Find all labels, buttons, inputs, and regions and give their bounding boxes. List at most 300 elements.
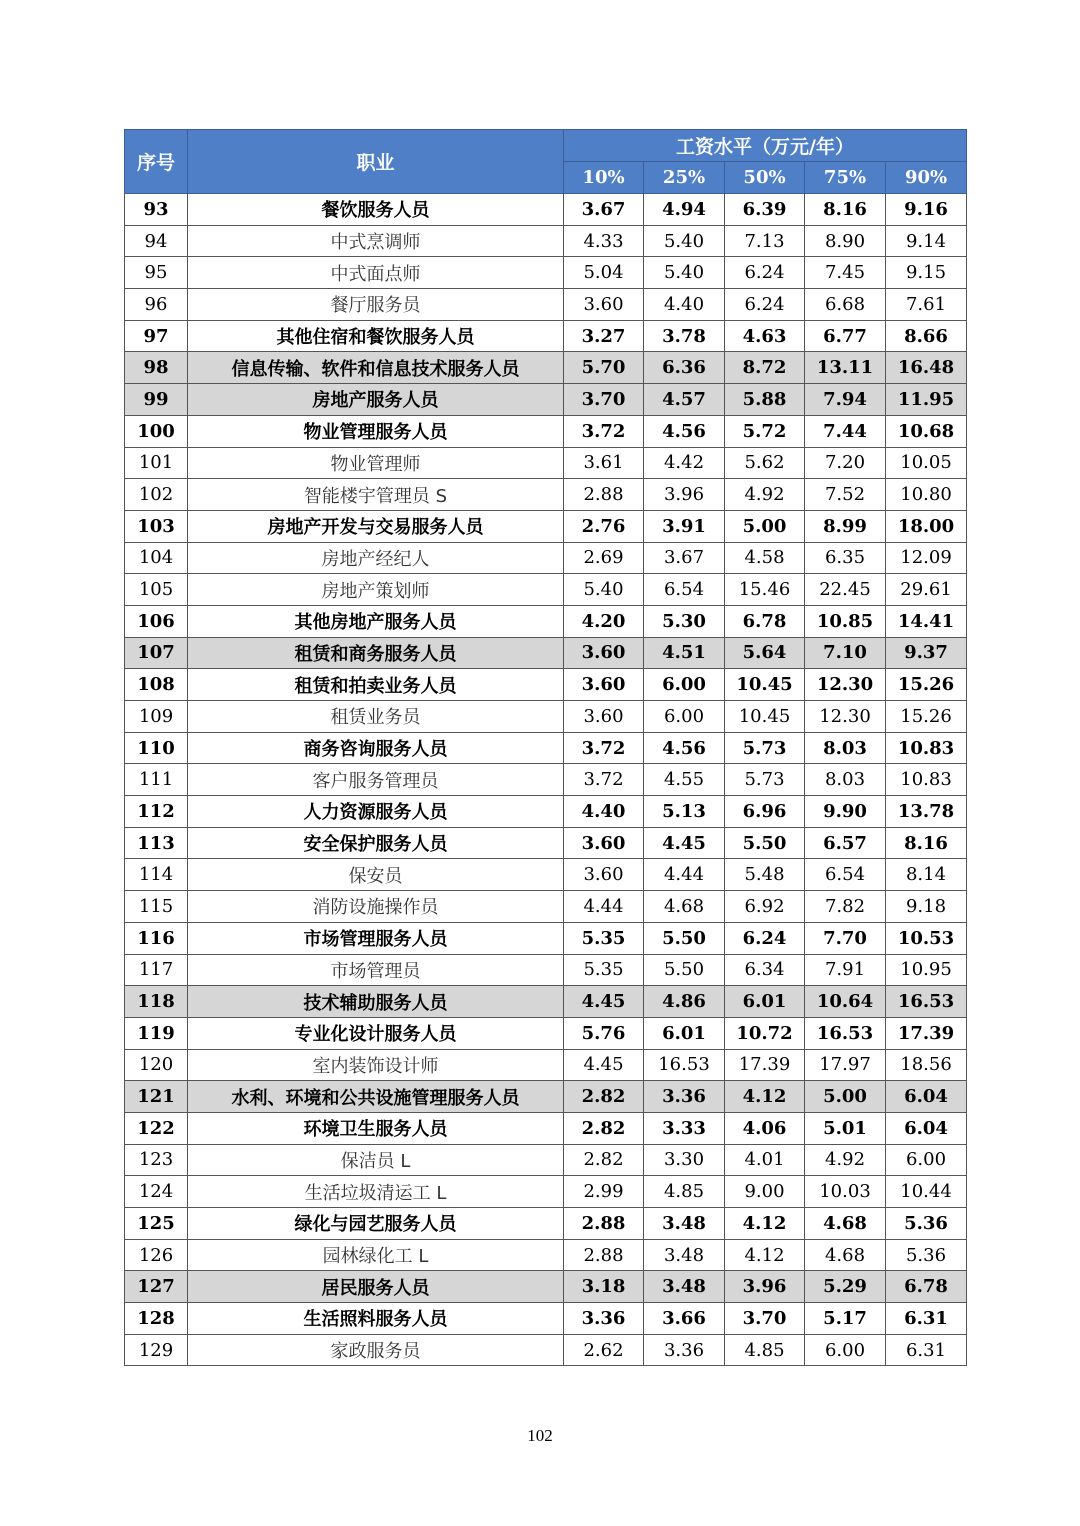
row-occupation: 生活照料服务人员 — [188, 1303, 564, 1335]
row-wage-p10: 3.18 — [564, 1271, 644, 1303]
row-wage-p25: 4.85 — [644, 1176, 725, 1208]
row-wage-p90: 10.80 — [886, 479, 967, 511]
row-seq: 105 — [125, 574, 188, 606]
table-row — [125, 289, 967, 321]
row-seq: 116 — [125, 922, 188, 954]
row-wage-p10: 3.72 — [564, 732, 644, 764]
row-wage-p10: 3.36 — [564, 1303, 644, 1335]
wage-table — [124, 129, 967, 1366]
row-wage-p10: 2.76 — [564, 510, 644, 542]
table-row — [125, 1303, 967, 1335]
table-row — [125, 257, 967, 289]
row-wage-p50: 6.39 — [725, 194, 805, 226]
row-wage-p90: 9.18 — [886, 891, 967, 923]
row-occupation: 保洁员 L — [188, 1144, 564, 1176]
row-wage-p50: 6.24 — [725, 257, 805, 289]
row-wage-p50: 5.00 — [725, 510, 805, 542]
table-row — [125, 574, 967, 606]
row-wage-p50: 9.00 — [725, 1176, 805, 1208]
row-wage-p10: 3.70 — [564, 384, 644, 416]
row-seq: 108 — [125, 669, 188, 701]
row-wage-p25: 4.51 — [644, 637, 725, 669]
row-wage-p90: 16.53 — [886, 986, 967, 1018]
row-wage-p10: 5.04 — [564, 257, 644, 289]
row-wage-p10: 3.72 — [564, 764, 644, 796]
row-wage-p25: 3.91 — [644, 510, 725, 542]
table-row — [125, 1334, 967, 1366]
row-occupation: 园林绿化工 L — [188, 1239, 564, 1271]
row-wage-p50: 3.70 — [725, 1303, 805, 1335]
row-wage-p10: 2.99 — [564, 1176, 644, 1208]
table-row — [125, 542, 967, 574]
row-wage-p90: 12.09 — [886, 542, 967, 574]
row-wage-p10: 4.40 — [564, 796, 644, 828]
row-wage-p50: 4.01 — [725, 1144, 805, 1176]
header-p25: 25% — [644, 162, 725, 194]
row-occupation: 房地产经纪人 — [188, 542, 564, 574]
row-seq: 101 — [125, 447, 188, 479]
row-wage-p25: 4.42 — [644, 447, 725, 479]
row-wage-p50: 4.12 — [725, 1239, 805, 1271]
row-wage-p10: 4.44 — [564, 891, 644, 923]
row-wage-p10: 3.67 — [564, 194, 644, 226]
row-wage-p75: 9.90 — [805, 796, 886, 828]
row-wage-p90: 6.00 — [886, 1144, 967, 1176]
row-wage-p75: 5.29 — [805, 1271, 886, 1303]
row-wage-p10: 2.69 — [564, 542, 644, 574]
row-occupation: 家政服务员 — [188, 1334, 564, 1366]
row-seq: 126 — [125, 1239, 188, 1271]
row-wage-p50: 6.34 — [725, 954, 805, 986]
row-wage-p10: 4.33 — [564, 225, 644, 257]
row-seq: 117 — [125, 954, 188, 986]
row-seq: 113 — [125, 827, 188, 859]
header-p10: 10% — [564, 162, 644, 194]
row-wage-p75: 8.03 — [805, 732, 886, 764]
table-row — [125, 1112, 967, 1144]
header-p90: 90% — [886, 162, 967, 194]
row-wage-p90: 6.04 — [886, 1112, 967, 1144]
row-occupation: 租赁和商务服务人员 — [188, 637, 564, 669]
row-wage-p25: 4.86 — [644, 986, 725, 1018]
row-seq: 110 — [125, 732, 188, 764]
row-wage-p10: 3.60 — [564, 701, 644, 733]
row-occupation: 中式面点师 — [188, 257, 564, 289]
row-wage-p90: 10.53 — [886, 922, 967, 954]
row-occupation: 人力资源服务人员 — [188, 796, 564, 828]
row-wage-p90: 15.26 — [886, 669, 967, 701]
row-occupation: 保安员 — [188, 859, 564, 891]
row-wage-p75: 7.44 — [805, 415, 886, 447]
row-wage-p25: 4.45 — [644, 827, 725, 859]
row-wage-p25: 4.68 — [644, 891, 725, 923]
row-wage-p90: 8.14 — [886, 859, 967, 891]
table-row — [125, 1049, 967, 1081]
row-wage-p10: 2.88 — [564, 479, 644, 511]
row-wage-p90: 9.16 — [886, 194, 967, 226]
row-seq: 95 — [125, 257, 188, 289]
row-occupation: 租赁业务员 — [188, 701, 564, 733]
row-seq: 100 — [125, 415, 188, 447]
row-wage-p50: 10.45 — [725, 669, 805, 701]
table-row — [125, 954, 967, 986]
row-wage-p75: 6.00 — [805, 1334, 886, 1366]
table-header — [125, 130, 967, 194]
row-wage-p50: 3.96 — [725, 1271, 805, 1303]
row-wage-p75: 7.10 — [805, 637, 886, 669]
table-body — [125, 194, 967, 1366]
row-wage-p90: 10.68 — [886, 415, 967, 447]
row-wage-p25: 3.67 — [644, 542, 725, 574]
table-row — [125, 320, 967, 352]
row-wage-p75: 6.77 — [805, 320, 886, 352]
row-wage-p50: 5.64 — [725, 637, 805, 669]
row-occupation: 房地产策划师 — [188, 574, 564, 606]
row-wage-p75: 12.30 — [805, 701, 886, 733]
row-occupation: 安全保护服务人员 — [188, 827, 564, 859]
table-row — [125, 605, 967, 637]
row-wage-p90: 13.78 — [886, 796, 967, 828]
row-seq: 119 — [125, 1017, 188, 1049]
row-occupation: 物业管理服务人员 — [188, 415, 564, 447]
row-wage-p25: 4.55 — [644, 764, 725, 796]
row-seq: 122 — [125, 1112, 188, 1144]
table-row — [125, 1017, 967, 1049]
row-seq: 109 — [125, 701, 188, 733]
row-wage-p75: 6.68 — [805, 289, 886, 321]
row-wage-p25: 3.66 — [644, 1303, 725, 1335]
row-seq: 120 — [125, 1049, 188, 1081]
row-wage-p25: 3.33 — [644, 1112, 725, 1144]
row-wage-p75: 8.90 — [805, 225, 886, 257]
table-row — [125, 796, 967, 828]
row-wage-p10: 2.82 — [564, 1144, 644, 1176]
row-wage-p50: 5.73 — [725, 732, 805, 764]
row-wage-p75: 5.01 — [805, 1112, 886, 1144]
row-wage-p75: 8.03 — [805, 764, 886, 796]
row-seq: 103 — [125, 510, 188, 542]
row-wage-p10: 5.35 — [564, 922, 644, 954]
row-occupation: 房地产服务人员 — [188, 384, 564, 416]
row-occupation: 绿化与园艺服务人员 — [188, 1208, 564, 1240]
table-row — [125, 1239, 967, 1271]
row-occupation: 信息传输、软件和信息技术服务人员 — [188, 352, 564, 384]
row-wage-p25: 5.50 — [644, 922, 725, 954]
row-wage-p50: 10.72 — [725, 1017, 805, 1049]
row-wage-p75: 8.16 — [805, 194, 886, 226]
row-occupation: 其他房地产服务人员 — [188, 605, 564, 637]
row-wage-p90: 10.83 — [886, 764, 967, 796]
row-occupation: 餐饮服务人员 — [188, 194, 564, 226]
row-occupation: 室内装饰设计师 — [188, 1049, 564, 1081]
row-wage-p50: 6.24 — [725, 922, 805, 954]
row-wage-p25: 4.40 — [644, 289, 725, 321]
row-seq: 96 — [125, 289, 188, 321]
row-seq: 99 — [125, 384, 188, 416]
row-wage-p10: 5.35 — [564, 954, 644, 986]
row-wage-p75: 4.92 — [805, 1144, 886, 1176]
row-wage-p75: 16.53 — [805, 1017, 886, 1049]
row-occupation: 专业化设计服务人员 — [188, 1017, 564, 1049]
row-wage-p50: 4.63 — [725, 320, 805, 352]
row-wage-p75: 4.68 — [805, 1239, 886, 1271]
row-wage-p25: 5.40 — [644, 257, 725, 289]
row-occupation: 水利、环境和公共设施管理服务人员 — [188, 1081, 564, 1113]
table-row — [125, 479, 967, 511]
row-wage-p75: 13.11 — [805, 352, 886, 384]
row-occupation: 智能楼宇管理员 S — [188, 479, 564, 511]
row-occupation: 餐厅服务员 — [188, 289, 564, 321]
row-wage-p25: 3.36 — [644, 1334, 725, 1366]
row-occupation: 商务咨询服务人员 — [188, 732, 564, 764]
row-occupation: 消防设施操作员 — [188, 891, 564, 923]
row-wage-p25: 4.57 — [644, 384, 725, 416]
row-occupation: 物业管理师 — [188, 447, 564, 479]
row-seq: 102 — [125, 479, 188, 511]
row-seq: 94 — [125, 225, 188, 257]
row-wage-p75: 5.17 — [805, 1303, 886, 1335]
row-occupation: 市场管理服务人员 — [188, 922, 564, 954]
header-wage-group: 工资水平（万元/年） — [564, 130, 967, 162]
row-wage-p10: 3.60 — [564, 827, 644, 859]
row-wage-p75: 7.52 — [805, 479, 886, 511]
row-wage-p10: 3.27 — [564, 320, 644, 352]
row-seq: 93 — [125, 194, 188, 226]
table-row — [125, 1271, 967, 1303]
table-row — [125, 510, 967, 542]
row-wage-p75: 6.57 — [805, 827, 886, 859]
row-wage-p25: 4.44 — [644, 859, 725, 891]
row-wage-p75: 10.64 — [805, 986, 886, 1018]
table-row — [125, 732, 967, 764]
row-wage-p75: 17.97 — [805, 1049, 886, 1081]
row-seq: 128 — [125, 1303, 188, 1335]
row-wage-p25: 3.78 — [644, 320, 725, 352]
row-wage-p25: 4.56 — [644, 415, 725, 447]
row-wage-p25: 5.40 — [644, 225, 725, 257]
row-wage-p75: 10.03 — [805, 1176, 886, 1208]
row-wage-p10: 3.60 — [564, 637, 644, 669]
row-wage-p50: 10.45 — [725, 701, 805, 733]
table-row — [125, 225, 967, 257]
row-seq: 112 — [125, 796, 188, 828]
row-wage-p90: 18.00 — [886, 510, 967, 542]
row-wage-p10: 3.60 — [564, 859, 644, 891]
row-wage-p50: 5.73 — [725, 764, 805, 796]
row-seq: 121 — [125, 1081, 188, 1113]
table-row — [125, 1144, 967, 1176]
row-wage-p25: 6.00 — [644, 701, 725, 733]
table-row — [125, 827, 967, 859]
row-wage-p90: 9.14 — [886, 225, 967, 257]
row-wage-p90: 5.36 — [886, 1208, 967, 1240]
row-wage-p90: 6.31 — [886, 1303, 967, 1335]
row-wage-p25: 3.48 — [644, 1208, 725, 1240]
row-wage-p25: 6.00 — [644, 669, 725, 701]
row-wage-p25: 5.30 — [644, 605, 725, 637]
row-wage-p25: 4.94 — [644, 194, 725, 226]
row-wage-p50: 15.46 — [725, 574, 805, 606]
row-seq: 118 — [125, 986, 188, 1018]
row-seq: 98 — [125, 352, 188, 384]
row-wage-p90: 16.48 — [886, 352, 967, 384]
row-seq: 107 — [125, 637, 188, 669]
row-wage-p75: 10.85 — [805, 605, 886, 637]
table-row — [125, 922, 967, 954]
row-wage-p50: 5.88 — [725, 384, 805, 416]
row-seq: 129 — [125, 1334, 188, 1366]
row-wage-p90: 10.95 — [886, 954, 967, 986]
header-p50: 50% — [725, 162, 805, 194]
row-wage-p10: 3.61 — [564, 447, 644, 479]
row-wage-p10: 4.20 — [564, 605, 644, 637]
row-wage-p50: 6.01 — [725, 986, 805, 1018]
row-wage-p75: 7.82 — [805, 891, 886, 923]
row-wage-p10: 2.88 — [564, 1239, 644, 1271]
row-wage-p50: 8.72 — [725, 352, 805, 384]
row-wage-p75: 8.99 — [805, 510, 886, 542]
row-wage-p25: 3.48 — [644, 1239, 725, 1271]
table-row — [125, 415, 967, 447]
row-occupation: 市场管理员 — [188, 954, 564, 986]
row-occupation: 居民服务人员 — [188, 1271, 564, 1303]
row-occupation: 中式烹调师 — [188, 225, 564, 257]
table-row — [125, 352, 967, 384]
row-seq: 104 — [125, 542, 188, 574]
row-wage-p50: 6.24 — [725, 289, 805, 321]
row-seq: 125 — [125, 1208, 188, 1240]
row-wage-p90: 29.61 — [886, 574, 967, 606]
table-row — [125, 764, 967, 796]
row-wage-p25: 3.30 — [644, 1144, 725, 1176]
header-occupation: 职业 — [188, 130, 564, 194]
row-wage-p25: 6.36 — [644, 352, 725, 384]
row-wage-p50: 4.85 — [725, 1334, 805, 1366]
row-seq: 106 — [125, 605, 188, 637]
row-occupation: 房地产开发与交易服务人员 — [188, 510, 564, 542]
row-wage-p25: 3.48 — [644, 1271, 725, 1303]
row-occupation: 客户服务管理员 — [188, 764, 564, 796]
table-row — [125, 859, 967, 891]
row-wage-p75: 7.20 — [805, 447, 886, 479]
row-seq: 123 — [125, 1144, 188, 1176]
row-occupation: 租赁和拍卖业务人员 — [188, 669, 564, 701]
row-wage-p75: 12.30 — [805, 669, 886, 701]
table-row — [125, 384, 967, 416]
row-wage-p90: 9.15 — [886, 257, 967, 289]
row-wage-p50: 5.50 — [725, 827, 805, 859]
row-wage-p50: 5.62 — [725, 447, 805, 479]
row-wage-p75: 7.94 — [805, 384, 886, 416]
row-wage-p10: 2.62 — [564, 1334, 644, 1366]
row-seq: 111 — [125, 764, 188, 796]
row-wage-p50: 4.92 — [725, 479, 805, 511]
row-wage-p25: 3.36 — [644, 1081, 725, 1113]
header-seq: 序号 — [125, 130, 188, 194]
row-wage-p50: 6.78 — [725, 605, 805, 637]
row-wage-p90: 10.44 — [886, 1176, 967, 1208]
row-occupation: 环境卫生服务人员 — [188, 1112, 564, 1144]
row-wage-p25: 5.50 — [644, 954, 725, 986]
row-wage-p10: 5.70 — [564, 352, 644, 384]
row-wage-p10: 3.72 — [564, 415, 644, 447]
row-wage-p90: 6.04 — [886, 1081, 967, 1113]
row-wage-p50: 6.92 — [725, 891, 805, 923]
row-wage-p90: 7.61 — [886, 289, 967, 321]
row-wage-p75: 4.68 — [805, 1208, 886, 1240]
row-wage-p50: 6.96 — [725, 796, 805, 828]
row-wage-p25: 5.13 — [644, 796, 725, 828]
row-wage-p90: 15.26 — [886, 701, 967, 733]
row-wage-p75: 7.70 — [805, 922, 886, 954]
row-wage-p75: 6.35 — [805, 542, 886, 574]
row-wage-p90: 5.36 — [886, 1239, 967, 1271]
row-occupation: 其他住宿和餐饮服务人员 — [188, 320, 564, 352]
table-row — [125, 637, 967, 669]
row-wage-p50: 5.48 — [725, 859, 805, 891]
row-wage-p90: 6.31 — [886, 1334, 967, 1366]
row-wage-p75: 5.00 — [805, 1081, 886, 1113]
row-wage-p75: 22.45 — [805, 574, 886, 606]
row-wage-p50: 17.39 — [725, 1049, 805, 1081]
row-wage-p10: 4.45 — [564, 986, 644, 1018]
table-row — [125, 986, 967, 1018]
table-row — [125, 891, 967, 923]
row-wage-p10: 2.82 — [564, 1081, 644, 1113]
row-seq: 127 — [125, 1271, 188, 1303]
row-wage-p25: 6.54 — [644, 574, 725, 606]
row-wage-p90: 10.83 — [886, 732, 967, 764]
row-wage-p90: 6.78 — [886, 1271, 967, 1303]
row-wage-p10: 3.60 — [564, 669, 644, 701]
row-wage-p25: 3.96 — [644, 479, 725, 511]
row-wage-p90: 8.16 — [886, 827, 967, 859]
table-row — [125, 1081, 967, 1113]
row-wage-p75: 7.45 — [805, 257, 886, 289]
row-wage-p25: 4.56 — [644, 732, 725, 764]
row-wage-p50: 4.12 — [725, 1208, 805, 1240]
row-seq: 97 — [125, 320, 188, 352]
row-wage-p50: 4.12 — [725, 1081, 805, 1113]
row-wage-p50: 4.58 — [725, 542, 805, 574]
row-wage-p90: 17.39 — [886, 1017, 967, 1049]
row-wage-p10: 5.40 — [564, 574, 644, 606]
row-wage-p90: 8.66 — [886, 320, 967, 352]
row-wage-p90: 14.41 — [886, 605, 967, 637]
row-wage-p10: 4.45 — [564, 1049, 644, 1081]
row-wage-p50: 4.06 — [725, 1112, 805, 1144]
row-wage-p90: 10.05 — [886, 447, 967, 479]
row-wage-p10: 5.76 — [564, 1017, 644, 1049]
row-seq: 124 — [125, 1176, 188, 1208]
row-wage-p75: 6.54 — [805, 859, 886, 891]
table-row — [125, 701, 967, 733]
page-number: 102 — [527, 1426, 553, 1445]
table-row — [125, 1176, 967, 1208]
header-p75: 75% — [805, 162, 886, 194]
row-wage-p25: 16.53 — [644, 1049, 725, 1081]
table-row — [125, 194, 967, 226]
row-wage-p25: 6.01 — [644, 1017, 725, 1049]
row-occupation: 生活垃圾清运工 L — [188, 1176, 564, 1208]
row-wage-p90: 9.37 — [886, 637, 967, 669]
table-row — [125, 1208, 967, 1240]
row-seq: 115 — [125, 891, 188, 923]
row-seq: 114 — [125, 859, 188, 891]
table-row — [125, 669, 967, 701]
row-wage-p75: 7.91 — [805, 954, 886, 986]
row-occupation: 技术辅助服务人员 — [188, 986, 564, 1018]
